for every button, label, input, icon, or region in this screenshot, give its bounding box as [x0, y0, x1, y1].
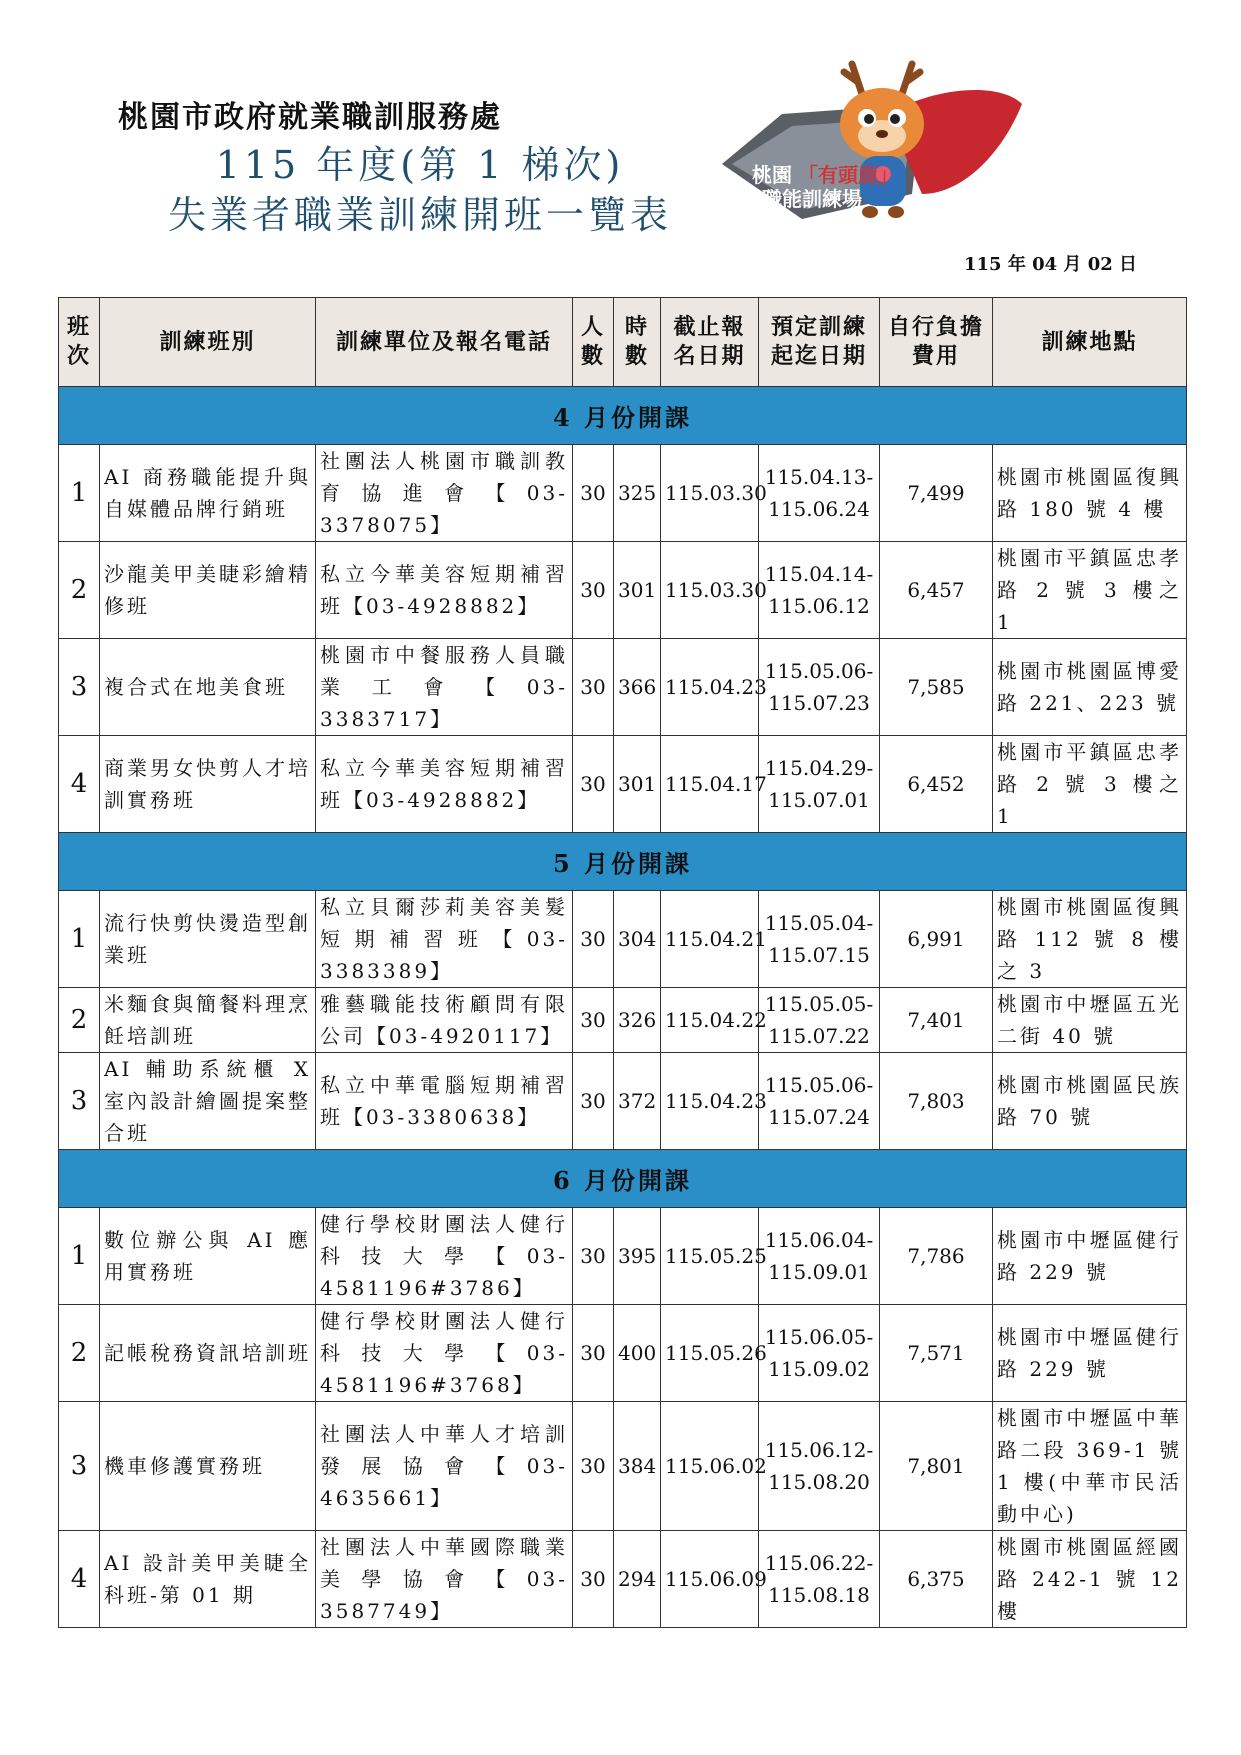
location-cell: 桃園市中壢區健行路 229 號	[993, 1305, 1187, 1402]
people-cell: 30	[573, 639, 614, 736]
table-row	[59, 1305, 1187, 1402]
people-cell: 30	[573, 988, 614, 1053]
date-range-cell	[759, 736, 880, 833]
training-unit-cell: 社團法人中華人才培訓發展協會【03-4635661】	[316, 1402, 573, 1531]
fee-cell: 7,401	[880, 988, 993, 1053]
deadline-cell: 115.05.26	[661, 1305, 759, 1402]
training-unit-cell: 私立今華美容短期補習班【03-4928882】	[316, 542, 573, 639]
people-cell: 30	[573, 542, 614, 639]
end-date: 115.06.12	[768, 594, 870, 618]
location-cell: 桃園市中壢區五光二街 40 號	[993, 988, 1187, 1053]
col-header-location: 訓練地點	[993, 298, 1187, 387]
date-range-cell	[759, 445, 880, 542]
col-header-fee: 自行負擔 費用	[880, 298, 993, 387]
end-date: 115.08.18	[768, 1583, 870, 1607]
fee-cell: 6,457	[880, 542, 993, 639]
col-header-class-no: 班 次	[59, 298, 100, 387]
date-range-cell	[759, 542, 880, 639]
end-date: 115.08.20	[768, 1470, 870, 1494]
class-no-cell: 4	[59, 736, 100, 833]
fee-cell: 7,499	[880, 445, 993, 542]
class-no-cell: 2	[59, 988, 100, 1053]
table-row	[59, 542, 1187, 639]
deadline-cell: 115.04.17	[661, 736, 759, 833]
hours-cell: 395	[614, 1208, 661, 1305]
course-name-cell: AI 輔助系統櫃 X 室內設計繪圖提案整合班	[100, 1053, 316, 1150]
people-cell: 30	[573, 1531, 614, 1628]
table-header-row	[59, 298, 1187, 387]
hours-cell: 294	[614, 1531, 661, 1628]
table-row	[59, 1402, 1187, 1531]
fee-cell: 7,585	[880, 639, 993, 736]
end-date: 115.09.02	[768, 1357, 870, 1381]
location-cell: 桃園市桃園區民族路 70 號	[993, 1053, 1187, 1150]
logo-text-b: 「有頭鹿」	[798, 163, 898, 187]
location-cell: 桃園市桃園區復興路 180 號 4 樓	[993, 445, 1187, 542]
location-cell: 桃園市桃園區博愛路 221、223 號	[993, 639, 1187, 736]
course-name-cell: 機車修護實務班	[100, 1402, 316, 1531]
hours-cell: 301	[614, 542, 661, 639]
fee-cell: 7,786	[880, 1208, 993, 1305]
hours-cell: 326	[614, 988, 661, 1053]
deadline-cell: 115.05.25	[661, 1208, 759, 1305]
class-no-cell: 1	[59, 891, 100, 988]
deadline-cell: 115.04.23	[661, 639, 759, 736]
organization-title: 桃園市政府就業職訓服務處	[118, 100, 502, 135]
table-row	[59, 891, 1187, 988]
course-name-cell: 流行快剪快燙造型創業班	[100, 891, 316, 988]
training-unit-cell: 私立貝爾莎莉美容美髮短期補習班【03-3383389】	[316, 891, 573, 988]
document-title-line1: 115 年度(第 1 梯次)	[215, 143, 625, 187]
people-cell: 30	[573, 736, 614, 833]
class-no-cell: 3	[59, 639, 100, 736]
end-date: 115.07.01	[768, 788, 870, 812]
course-name-cell: 複合式在地美食班	[100, 639, 316, 736]
class-no-cell: 1	[59, 445, 100, 542]
class-no-cell: 2	[59, 542, 100, 639]
table-row	[59, 1208, 1187, 1305]
col-header-hours: 時 數	[614, 298, 661, 387]
start-date: 115.06.04-	[764, 1228, 874, 1252]
end-date: 115.07.23	[768, 691, 870, 715]
col-header-date-range: 預定訓練 起迄日期	[759, 298, 880, 387]
deadline-cell: 115.04.22	[661, 988, 759, 1053]
start-date: 115.06.05-	[764, 1325, 874, 1349]
course-name-cell: 商業男女快剪人才培訓實務班	[100, 736, 316, 833]
people-cell: 30	[573, 1305, 614, 1402]
fee-cell: 7,801	[880, 1402, 993, 1531]
month-section-row	[59, 387, 1187, 445]
people-cell: 30	[573, 445, 614, 542]
month-section-label: 4 月份開課	[59, 387, 1187, 445]
class-no-cell: 4	[59, 1531, 100, 1628]
date-range-cell	[759, 639, 880, 736]
deadline-cell: 115.06.09	[661, 1531, 759, 1628]
start-date: 115.06.12-	[764, 1438, 874, 1462]
logo-text-a: 桃園	[752, 163, 792, 187]
course-name-cell: AI 商務職能提升與自媒體品牌行銷班	[100, 445, 316, 542]
end-date: 115.07.15	[768, 943, 870, 967]
date-range-cell	[759, 891, 880, 988]
month-section-label: 6 月份開課	[59, 1150, 1187, 1208]
training-unit-cell: 私立今華美容短期補習班【03-4928882】	[316, 736, 573, 833]
end-date: 115.07.22	[768, 1024, 870, 1048]
hours-cell: 372	[614, 1053, 661, 1150]
class-no-cell: 1	[59, 1208, 100, 1305]
fee-cell: 6,375	[880, 1531, 993, 1628]
people-cell: 30	[573, 1402, 614, 1531]
col-header-training-unit: 訓練單位及報名電話	[316, 298, 573, 387]
table-row	[59, 639, 1187, 736]
training-unit-cell: 健行學校財團法人健行科技大學【03-4581196#3768】	[316, 1305, 573, 1402]
end-date: 115.06.24	[768, 497, 870, 521]
fee-cell: 7,571	[880, 1305, 993, 1402]
hours-cell: 304	[614, 891, 661, 988]
course-name-cell: 記帳稅務資訊培訓班	[100, 1305, 316, 1402]
class-no-cell: 2	[59, 1305, 100, 1402]
start-date: 115.05.04-	[764, 911, 874, 935]
location-cell: 桃園市桃園區復興路 112 號 8 樓之 3	[993, 891, 1187, 988]
deadline-cell: 115.04.23	[661, 1053, 759, 1150]
training-unit-cell: 社團法人桃園市職訓教育協進會【03-3378075】	[316, 445, 573, 542]
date-range-cell	[759, 1208, 880, 1305]
location-cell: 桃園市平鎮區忠孝路 2 號 3 樓之 1	[993, 736, 1187, 833]
deadline-cell: 115.03.30	[661, 542, 759, 639]
table-row	[59, 988, 1187, 1053]
course-table	[58, 297, 1187, 1628]
table-row	[59, 736, 1187, 833]
end-date: 115.07.24	[768, 1105, 870, 1129]
course-name-cell: 數位辦公與 AI 應用實務班	[100, 1208, 316, 1305]
month-section-row	[59, 833, 1187, 891]
col-header-deadline: 截止報 名日期	[661, 298, 759, 387]
hours-cell: 384	[614, 1402, 661, 1531]
col-header-people: 人 數	[573, 298, 614, 387]
location-cell: 桃園市平鎮區忠孝路 2 號 3 樓之 1	[993, 542, 1187, 639]
location-cell: 桃園市中壢區中華路二段 369-1 號 1 樓(中華市民活動中心)	[993, 1402, 1187, 1531]
hours-cell: 366	[614, 639, 661, 736]
table-row	[59, 1053, 1187, 1150]
start-date: 115.04.29-	[764, 756, 874, 780]
col-header-course-name: 訓練班別	[100, 298, 316, 387]
people-cell: 30	[573, 1053, 614, 1150]
class-no-cell: 3	[59, 1402, 100, 1531]
date-range-cell	[759, 1305, 880, 1402]
fee-cell: 6,452	[880, 736, 993, 833]
location-cell: 桃園市中壢區健行路 229 號	[993, 1208, 1187, 1305]
date-range-cell	[759, 1531, 880, 1628]
start-date: 115.05.06-	[764, 1073, 874, 1097]
start-date: 115.06.22-	[764, 1551, 874, 1575]
document-title-line2: 失業者職業訓練開班一覽表	[167, 193, 672, 237]
deadline-cell: 115.03.30	[661, 445, 759, 542]
document-title	[140, 140, 700, 240]
hours-cell: 325	[614, 445, 661, 542]
fee-cell: 7,803	[880, 1053, 993, 1150]
date-range-cell	[759, 1402, 880, 1531]
issue-date: 115 年 04 月 02 日	[964, 254, 1138, 275]
table-row	[59, 1531, 1187, 1628]
training-unit-cell: 健行學校財團法人健行科技大學【03-4581196#3786】	[316, 1208, 573, 1305]
date-range-cell	[759, 1053, 880, 1150]
hours-cell: 301	[614, 736, 661, 833]
people-cell: 30	[573, 891, 614, 988]
deer-mascot-logo	[712, 44, 1032, 244]
hours-cell: 400	[614, 1305, 661, 1402]
deadline-cell: 115.06.02	[661, 1402, 759, 1531]
class-no-cell: 3	[59, 1053, 100, 1150]
training-unit-cell: 社團法人中華國際職業美學協會【03-3587749】	[316, 1531, 573, 1628]
start-date: 115.04.14-	[764, 562, 874, 586]
logo-text-c: 職能訓練場	[762, 187, 862, 211]
people-cell: 30	[573, 1208, 614, 1305]
training-unit-cell: 桃園市中餐服務人員職業工會【03-3383717】	[316, 639, 573, 736]
course-name-cell: 米麵食與簡餐料理烹飪培訓班	[100, 988, 316, 1053]
month-section-label: 5 月份開課	[59, 833, 1187, 891]
deadline-cell: 115.04.21	[661, 891, 759, 988]
end-date: 115.09.01	[768, 1260, 870, 1284]
course-name-cell: 沙龍美甲美睫彩繪精修班	[100, 542, 316, 639]
start-date: 115.05.05-	[764, 992, 874, 1016]
course-name-cell: AI 設計美甲美睫全科班-第 01 期	[100, 1531, 316, 1628]
table-row	[59, 445, 1187, 542]
month-section-row	[59, 1150, 1187, 1208]
training-unit-cell: 私立中華電腦短期補習班【03-3380638】	[316, 1053, 573, 1150]
training-unit-cell: 雅藝職能技術顧問有限公司【03-4920117】	[316, 988, 573, 1053]
location-cell: 桃園市桃園區經國路 242-1 號 12 樓	[993, 1531, 1187, 1628]
start-date: 115.05.06-	[764, 659, 874, 683]
fee-cell: 6,991	[880, 891, 993, 988]
start-date: 115.04.13-	[764, 465, 874, 489]
date-range-cell	[759, 988, 880, 1053]
